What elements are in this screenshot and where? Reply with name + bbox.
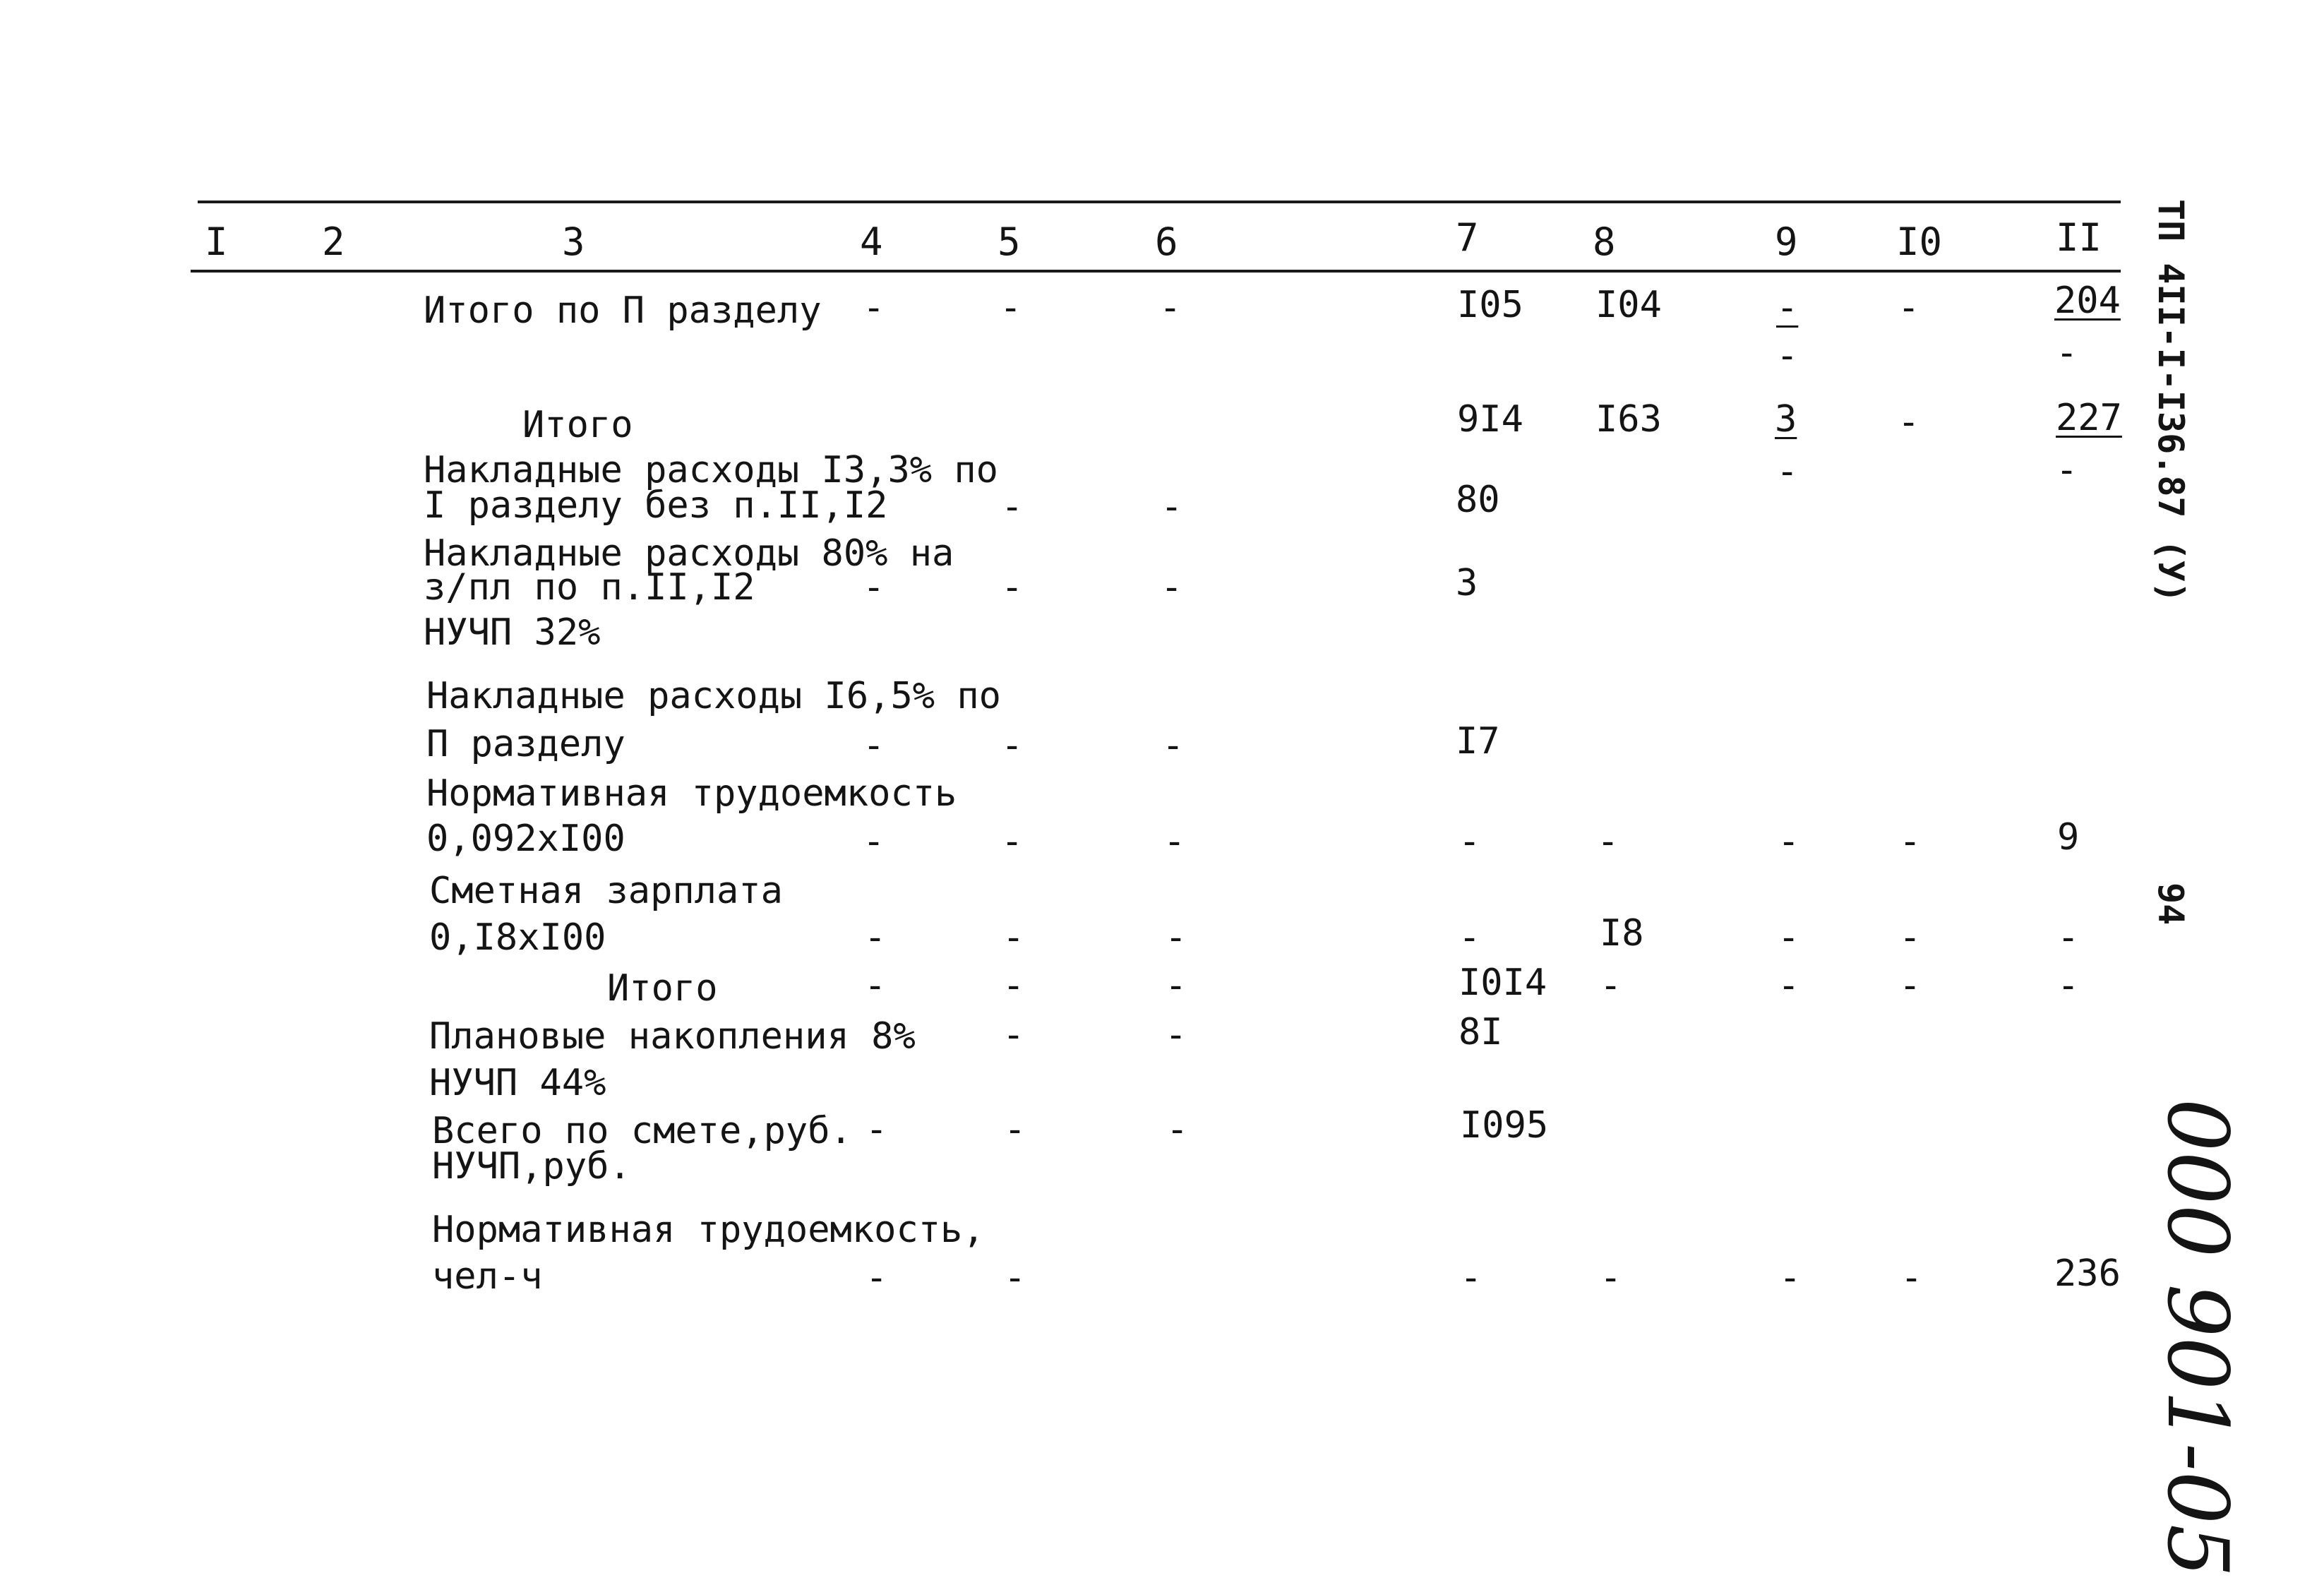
cell-col5: - <box>1002 1014 1025 1056</box>
cell-col9: - <box>1778 964 1800 1007</box>
col-header-3: 3 <box>562 220 585 264</box>
row-label: НУЧП 32% <box>424 611 601 654</box>
cell-col9-sub: - <box>1776 450 1799 493</box>
row-label: Итого <box>607 967 718 1010</box>
cell-col6: - <box>1166 1108 1189 1151</box>
handwritten-archive-number: 000 901-05 <box>2149 1099 2246 1577</box>
cell-col11: 227 <box>2056 397 2122 439</box>
row-label-line2: чел-ч <box>432 1255 543 1298</box>
cell-col11-sub: - <box>2056 332 2078 374</box>
cell-col6: - <box>1165 916 1187 959</box>
header-top-rule <box>198 201 2121 203</box>
cell-col7: - <box>1460 1257 1483 1299</box>
cell-col4: - <box>865 1108 888 1151</box>
col-header-8: 8 <box>1593 220 1616 264</box>
cell-col9: - <box>1778 820 1800 863</box>
cell-col11: - <box>2057 916 2080 959</box>
row-label-line2: з/пл по п.II,I2 <box>424 566 755 609</box>
cell-col11: 204 <box>2054 280 2121 322</box>
cell-col4: - <box>863 287 885 329</box>
cell-col5: - <box>1002 964 1025 1007</box>
cell-col4: - <box>864 964 887 1007</box>
row-label: НУЧП 44% <box>429 1062 606 1104</box>
col-header-5: 5 <box>998 220 1021 264</box>
cell-col8: I04 <box>1595 284 1662 326</box>
row-label-line2: 0,I8хI00 <box>429 916 606 959</box>
row-label-line2: 0,092хI00 <box>426 818 625 860</box>
col-header-11: II <box>2056 215 2102 260</box>
cell-col5: - <box>1002 916 1025 959</box>
cell-col6: - <box>1159 287 1182 329</box>
cell-col8: I63 <box>1595 398 1662 441</box>
header-bottom-rule <box>191 270 2121 273</box>
cell-col6: - <box>1163 820 1186 863</box>
cell-col5: - <box>1001 566 1024 609</box>
cell-col6: - <box>1162 724 1185 767</box>
row-label: Плановые накопления 8% <box>429 1015 916 1058</box>
cell-col5: - <box>1001 820 1024 863</box>
cell-col8: - <box>1600 964 1622 1007</box>
cell-col11: 236 <box>2054 1252 2121 1295</box>
cell-col7: I05 <box>1457 284 1523 326</box>
cell-col7: I095 <box>1460 1104 1549 1147</box>
cell-col10: - <box>1899 820 1922 863</box>
cell-col5: - <box>1000 287 1022 329</box>
cell-col8: - <box>1600 1257 1622 1299</box>
cell-col7: 9I4 <box>1457 398 1523 441</box>
col-header-9: 9 <box>1775 220 1798 264</box>
cell-col4: - <box>864 916 887 959</box>
document-code: ТП 4II-I-I36.87 (У) <box>2150 199 2191 603</box>
cell-col10: - <box>1900 1257 1923 1299</box>
cell-col4: - <box>865 1257 888 1299</box>
col-header-6: 6 <box>1155 220 1178 264</box>
cell-col9: 3 <box>1775 398 1797 441</box>
cell-col7: I7 <box>1456 720 1500 762</box>
cell-col7: I0I4 <box>1459 962 1547 1004</box>
cell-col6: - <box>1161 566 1183 609</box>
row-label-line1: Накладные расходы I6,5% по <box>426 675 1001 717</box>
cell-col5: - <box>1004 1108 1026 1151</box>
cell-col10: - <box>1898 401 1920 443</box>
row-label-line2: П разделу <box>426 723 625 765</box>
cell-col6: - <box>1165 964 1187 1007</box>
row-label-line1: Накладные расходы I3,3% по <box>424 449 998 491</box>
cell-col10: - <box>1898 287 1920 329</box>
col-header-2: 2 <box>322 220 345 264</box>
cell-col7: 80 <box>1456 479 1500 521</box>
page-number: 94 <box>2150 883 2191 926</box>
row-label-line1: Накладные расходы 80% на <box>424 532 954 575</box>
cell-col7: - <box>1459 820 1481 863</box>
cell-col6: - <box>1165 1014 1187 1056</box>
cell-col5: - <box>1001 486 1024 528</box>
cell-col9: - <box>1779 1257 1802 1299</box>
col-header-10: I0 <box>1896 220 1943 264</box>
cell-col11: 9 <box>2057 816 2080 859</box>
cell-col11-sub: - <box>2056 449 2078 491</box>
cell-col4: - <box>863 724 885 767</box>
row-label-line1: Нормативная трудоемкость, <box>432 1209 985 1251</box>
row-label-line1: Нормативная трудоемкость <box>426 772 957 815</box>
row-label: Итого по П разделу <box>424 289 822 332</box>
cell-col8: - <box>1597 820 1619 863</box>
cell-col9: - <box>1776 287 1799 329</box>
cell-col10: - <box>1899 964 1922 1007</box>
cell-col9: - <box>1778 916 1800 959</box>
cell-col5: - <box>1001 724 1024 767</box>
row-label-line1: Всего по смете,руб. <box>432 1110 852 1152</box>
cell-col8: I8 <box>1600 912 1644 955</box>
row-label: Итого <box>522 404 633 446</box>
row-label-line2: НУЧП,руб. <box>432 1145 631 1188</box>
row-label-line1: Сметная зарплата <box>429 870 783 912</box>
cell-col10: - <box>1899 916 1922 959</box>
col-header-4: 4 <box>860 220 883 264</box>
cell-col7: 3 <box>1456 562 1478 604</box>
cell-col5: - <box>1004 1257 1026 1299</box>
cell-col7: 8I <box>1459 1011 1503 1053</box>
cell-col9-sub: - <box>1776 335 1799 377</box>
col-header-7: 7 <box>1456 215 1479 260</box>
cell-col4: - <box>863 820 885 863</box>
cell-col4: - <box>863 566 885 609</box>
col-header-1: I <box>205 220 228 264</box>
row-label-line2: I разделу без п.II,I2 <box>424 484 888 527</box>
cell-col7: - <box>1459 916 1481 959</box>
cell-col6: - <box>1161 486 1183 528</box>
cell-col11: - <box>2057 964 2080 1007</box>
